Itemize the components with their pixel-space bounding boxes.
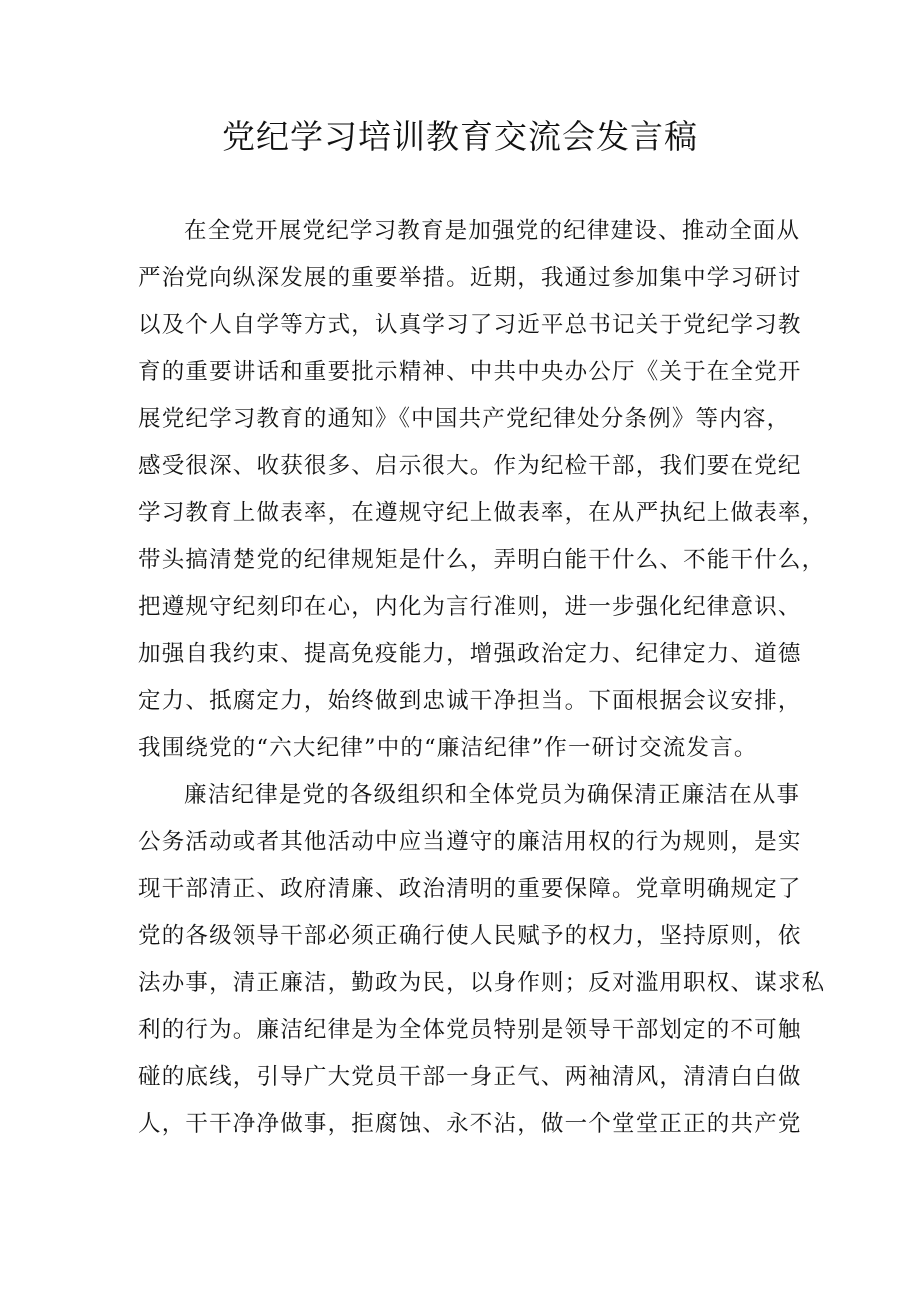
paragraph-line: 利的行为。廉洁纪律是为全体党员特别是领导干部划定的不可触 [138,1017,802,1043]
paragraph-line: 人，干干净净做事，拒腐蚀、永不沾，做一个堂堂正正的共产党 [138,1111,802,1137]
paragraph-1 [138,208,826,772]
paragraph-line: 带头搞清楚党的纪律规矩是什么，弄明白能干什么、不能干什么， [138,547,826,573]
paragraph-line: 公务活动或者其他活动中应当遵守的廉洁用权的行为规则，是实 [138,829,802,855]
paragraph-line: 加强自我约束、提高免疫能力，增强政治定力、纪律定力、道德 [138,641,802,667]
paragraph-line: 育的重要讲话和重要批示精神、中共中央办公厅《关于在全党开 [138,359,802,385]
paragraph-line: 严治党向纵深发展的重要举措。近期，我通过参加集中学习研讨 [138,265,802,291]
paragraph-line: 在全党开展党纪学习教育是加强党的纪律建设、推动全面从 [184,218,801,244]
paragraph-line: 党的各级领导干部必须正确行使人民赋予的权力，坚持原则，依 [138,923,802,949]
document-title: 党纪学习培训教育交流会发言稿 [222,117,698,156]
paragraph-2 [138,772,826,1148]
paragraph-line: 以及个人自学等方式，认真学习了习近平总书记关于党纪学习教 [138,312,802,338]
paragraph-line: 碰的底线，引导广大党员干部一身正气、两袖清风，清清白白做 [138,1064,802,1090]
paragraph-line: 现干部清正、政府清廉、政治清明的重要保障。党章明确规定了 [138,876,802,902]
paragraph-line: 学习教育上做表率，在遵规守纪上做表率，在从严执纪上做表率， [138,500,826,526]
paragraph-line: 廉洁纪律是党的各级组织和全体党员为确保清正廉洁在从事 [184,782,801,808]
paragraph-line: 我围绕党的“六大纪律”中的“廉洁纪律”作一研讨交流发言。 [138,735,758,761]
paragraph-line: 定力、抵腐定力，始终做到忠诚干净担当。下面根据会议安排， [138,688,802,714]
paragraph-line: 感受很深、收获很多、启示很大。作为纪检干部，我们要在党纪 [138,453,802,479]
paragraph-line: 展党纪学习教育的通知》《中国共产党纪律处分条例》等内容， [138,406,791,432]
document-body [138,208,826,1148]
paragraph-line: 法办事，清正廉洁，勤政为民，以身作则；反对滥用职权、谋求私 [138,970,826,996]
paragraph-line: 把遵规守纪刻印在心，内化为言行准则，进一步强化纪律意识、 [138,594,802,620]
